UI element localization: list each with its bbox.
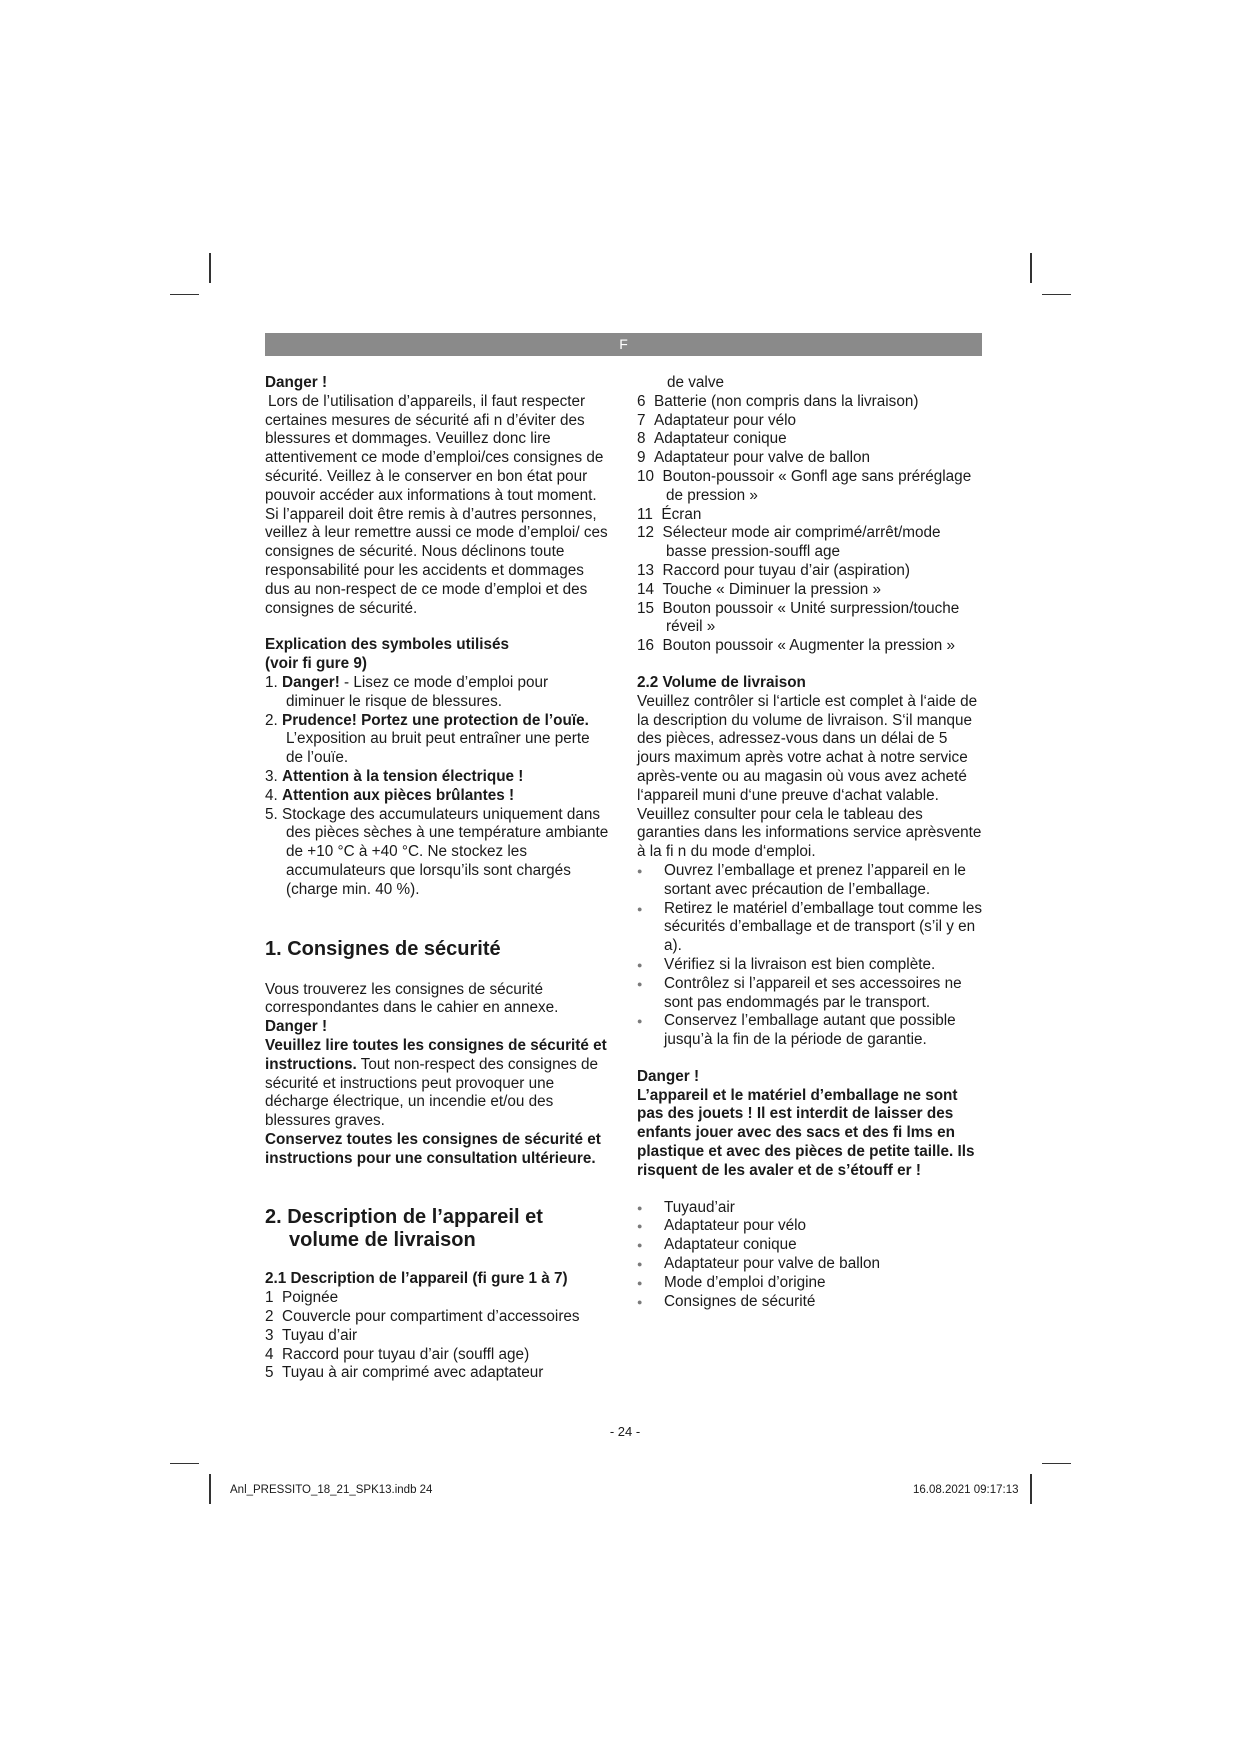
list-item: 3. Attention à la tension électrique !: [265, 767, 524, 785]
footer-file-name: Anl_PRESSITO_18_21_SPK13.indb 24: [230, 1484, 433, 1496]
parts-list-continued: [637, 393, 982, 656]
list-item: 3 Tuyau d’air: [265, 1326, 358, 1344]
list-item: ● Contrôlez si l’appareil et ses accessoires ne sont pas endommagés par le transport.: [637, 975, 982, 1013]
list-item: 4 Raccord pour tuyau d’air (souffl age): [265, 1345, 530, 1363]
danger-title: Danger !: [265, 374, 328, 391]
list-item: ● Adaptateur pour vélo: [637, 1217, 982, 1236]
list-item: 15 Bouton poussoir « Unité surpression/touche réveil »: [637, 599, 960, 636]
parts-continuation: de valve: [667, 374, 724, 391]
crop-mark: [170, 1463, 199, 1464]
list-item: 7 Adaptateur pour vélo: [637, 411, 797, 429]
list-item: 2. Prudence! Portez une protection de l’ouïe. L’exposition au bruit peut entraîner une perte de l’ouïe.: [265, 711, 590, 767]
section-1-title: 1. Consignes de sécurité: [265, 937, 501, 960]
list-item: ● Adaptateur pour valve de ballon: [637, 1255, 982, 1274]
footer-timestamp: 16.08.2021 09:17:13: [913, 1484, 1019, 1496]
list-item: ● Retirez le matériel d’emballage tout comme les sécurités d’emballage et de transport (s’il y en a).: [637, 900, 982, 956]
list-item: ● Tuyaud’air: [637, 1199, 982, 1218]
delivery-contents-list: [637, 1199, 982, 1312]
subsection-2-2-text: Veuillez contrôler si l‘article est complet à l‘aide de la description du volume de livraison. S‘il manque des pièces, adressez-vous dans un délai de 5 jours maximum après votre achat à notre service après-vente ou au magasin où vous avez acheté l‘appareil muni d‘une preuve d‘achat valable. Veuillez consulter pour cela le tableau des garanties dans les informations service aprèsvente à la fi n du mode d‘emploi.: [637, 692, 982, 861]
crop-mark: [1030, 253, 1032, 283]
crop-mark: [1030, 1474, 1032, 1504]
danger-text-2: L’appareil et le matériel d’emballage ne sont pas des jouets ! Il est interdit de laisser des enfants jouer avec des sacs et des fi lms en plastique et avec des pièces de petite taille. Ils risquent de les avaler et de s’étouff er !: [637, 1086, 975, 1179]
section-1-keep-notice: Conservez toutes les consignes de sécurité et instructions pour une consultation ultérieure.: [265, 1130, 601, 1167]
unpacking-checklist: [637, 862, 982, 1050]
danger-title-2: Danger !: [637, 1067, 700, 1085]
list-item: ● Conservez l’emballage autant que possible jusqu’à la fin de la période de garantie.: [637, 1012, 982, 1050]
crop-mark: [1042, 1463, 1071, 1464]
list-item: 13 Raccord pour tuyau d’air (aspiration): [637, 561, 910, 579]
list-item: 11 Écran: [637, 505, 702, 523]
crop-mark: [1042, 294, 1071, 295]
list-item: 10 Bouton-poussoir « Gonfl age sans préréglage de pression »: [637, 467, 972, 504]
crop-mark: [209, 253, 211, 283]
list-item: 5 Tuyau à air comprimé avec adaptateur: [265, 1364, 544, 1382]
list-item: 8 Adaptateur conique: [637, 430, 787, 448]
list-item: 9 Adaptateur pour valve de ballon: [637, 449, 871, 467]
list-item: ● Consignes de sécurité: [637, 1293, 982, 1312]
list-item: ● Ouvrez l’emballage et prenez l’appareil en le sortant avec précaution de l’emballage.: [637, 862, 982, 900]
list-item: 14 Touche « Diminuer la pression »: [637, 580, 882, 598]
language-code: F: [619, 336, 628, 352]
danger-text: Lors de l’utilisation d’appareils, il faut respecter certaines mesures de sécurité afi n d’éviter des blessures et dommages. Veuillez donc lire attentivement ce mode d’emploi/ces consignes de sécurité. Veillez à le conserver en bon état pour pouvoir accéder aux informations à tout moment. Si l’appareil doit être remis à d’autres personnes, veillez à leur remettre aussi ce mode d’emploi/ ces consignes de sécurité. Nous déclinons toute responsabilité pour les accidents et dommages dus au non-respect de ce mode d’emploi et des consignes de sécurité.: [265, 392, 608, 617]
section-1-danger: Danger !: [265, 1018, 328, 1036]
list-item: 5. Stockage des accumulateurs uniquement dans des pièces sèches à une température ambiante de +10 °C à +40 °C. Ne stockez les accumulateurs que lorsqu’ils sont chargés (charge min. 40 %).: [265, 805, 609, 898]
list-item: 1 Poignée: [265, 1289, 339, 1307]
section-1-intro: Vous trouverez les consignes de sécurité correspondantes dans le cahier en annexe.: [265, 980, 559, 1017]
list-item: 2 Couvercle pour compartiment d’accessoires: [265, 1308, 580, 1326]
list-item: 6 Batterie (non compris dans la livraison): [637, 392, 919, 410]
list-item: ● Mode d’emploi d’origine: [637, 1274, 982, 1293]
symbols-subtitle: (voir fi gure 9): [265, 655, 367, 673]
symbols-list: [265, 674, 610, 900]
page-number: - 24 -: [609, 1424, 641, 1439]
parts-list: [265, 1289, 610, 1383]
symbols-title: Explication des symboles utilisés: [265, 636, 509, 654]
crop-mark: [170, 294, 199, 295]
list-item: ● Vérifiez si la livraison est bien complète.: [637, 956, 982, 975]
list-item: ● Adaptateur conique: [637, 1236, 982, 1255]
section-2-title: 2. Description de l’appareil et: [265, 1206, 543, 1229]
subsection-2-2-title: 2.2 Volume de livraison: [637, 673, 806, 691]
list-item: 1. Danger! - Lisez ce mode d’emploi pour diminuer le risque de blessures.: [265, 673, 549, 710]
list-item: 4. Attention aux pièces brûlantes !: [265, 786, 515, 804]
section-2-title-line2: volume de livraison: [289, 1229, 476, 1252]
language-header-bar: [265, 333, 982, 356]
list-item: 16 Bouton poussoir « Augmenter la pression »: [637, 637, 956, 655]
right-column: [637, 374, 982, 1311]
list-item: 12 Sélecteur mode air comprimé/arrêt/mode basse pression-souffl age: [637, 524, 941, 561]
section-1-paragraph: Veuillez lire toutes les consignes de sécurité et instructions. Tout non-respect des consignes de sécurité et instructions peut provoquer une décharge électrique, un incendie et/ou des blessures graves.: [265, 1036, 607, 1130]
crop-mark: [209, 1474, 211, 1504]
subsection-2-1-title: 2.1 Description de l’appareil (fi gure 1 à 7): [265, 1270, 568, 1288]
left-column: [265, 374, 610, 1383]
